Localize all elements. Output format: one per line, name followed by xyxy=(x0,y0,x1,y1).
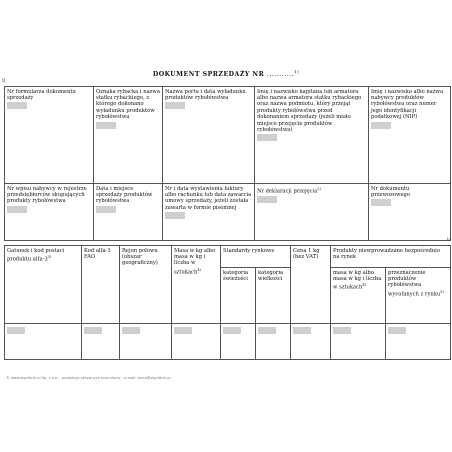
cell-species-value xyxy=(5,324,82,360)
col-not-market xyxy=(331,246,451,268)
cell-invoice xyxy=(163,184,255,241)
page-mark-left: II xyxy=(2,79,6,84)
footer-copyright: © www.signform.pl Sp. z o.o. - produkcja aktywnych formularzy - e-mail: biuro@signform.pl xyxy=(6,376,171,380)
cell-region-value xyxy=(120,324,172,360)
cell-not-market-mass-value xyxy=(331,324,386,360)
input-invoice[interactable] xyxy=(165,212,185,219)
cell-label: Oznaka rybacka i nazwa statku rybackiego, z którego dokonano wyładunku produktów rybołówstwa xyxy=(96,88,160,121)
col-label: Kod alfa-3 FAO xyxy=(84,247,111,260)
document-title xyxy=(0,69,452,78)
input-captain[interactable] xyxy=(257,134,277,141)
cell-label: Nr dokumentu przewozowego xyxy=(371,185,410,198)
col-not-market-mass xyxy=(331,268,386,324)
input-size[interactable] xyxy=(258,327,276,334)
input-declaration[interactable] xyxy=(257,196,277,203)
footnote-2: 2) xyxy=(317,186,321,191)
input-mass[interactable] xyxy=(174,327,192,334)
title-footnote: 1) xyxy=(294,69,300,74)
cell-freshness-value xyxy=(221,324,256,360)
col-standards xyxy=(221,246,291,268)
products-data-row xyxy=(5,324,451,360)
cell-sale-date-place xyxy=(94,184,163,241)
title-text: DOKUMENT SPRZEDAŻY NR xyxy=(152,71,265,79)
cell-price-value xyxy=(291,324,331,360)
col-mass xyxy=(172,246,221,324)
col-label: kategoria świeżości xyxy=(223,269,249,282)
cell-captain xyxy=(255,87,369,184)
col-freshness xyxy=(221,268,256,324)
sale-header-table xyxy=(4,86,451,241)
input-sale-date-place[interactable] xyxy=(96,206,116,213)
input-species[interactable] xyxy=(7,327,25,334)
col-label: Standardy rynkowe xyxy=(223,247,275,254)
products-table xyxy=(4,245,451,360)
cell-label: Nr i data wystawienia faktury albo rachunku lub data zawarcia umowy sprzedaży, jeżeli została zawarta w formie pisemnej xyxy=(165,185,252,211)
col-label: przeznaczenie produktów rybołówstwa wycofanych z rynku xyxy=(388,269,441,298)
header-row-2 xyxy=(5,184,451,241)
cell-label: Nr formularza dokumentu sprzedaży xyxy=(7,88,76,101)
col-label: Rejon połowu (obszar geograficzny) xyxy=(122,247,158,267)
input-transport-doc[interactable] xyxy=(371,199,391,206)
cell-fao-value xyxy=(82,324,120,360)
cell-label: Imię i nazwisko kapitana lub armatora albo nazwa armatora statku rybackiego oraz nazwa podmiotu, który przejął produkty rybołówstwa przed dokonaniem sprzedaży (jeżeli miało miejsce przejęcie produktów rybołówstwa) xyxy=(257,88,362,133)
col-species xyxy=(5,246,82,324)
col-label: masa w kg albo masa w kg i liczba w sztukach xyxy=(333,269,382,292)
col-label: Gatunek i kod postaci produktu alfa-3 xyxy=(7,247,65,263)
input-not-market-purpose[interactable] xyxy=(388,327,406,334)
input-buyer[interactable] xyxy=(371,122,391,129)
input-port-date[interactable] xyxy=(165,102,185,109)
col-fao xyxy=(82,246,120,324)
footnote-5: 5) xyxy=(440,289,444,294)
cell-buyer-register xyxy=(5,184,94,241)
cell-form-number xyxy=(5,87,94,184)
col-label: Masa w kg albo masa w kg i liczba w sztukach xyxy=(174,247,216,276)
page-mark-right: b xyxy=(447,238,450,243)
cell-label: Nazwa portu i data wyładunku produktów rybołówstwa xyxy=(165,88,246,101)
footnote-4: 4) xyxy=(197,267,201,272)
footnote-3: 3) xyxy=(47,254,52,259)
cell-port-date xyxy=(163,87,255,184)
input-freshness[interactable] xyxy=(223,327,241,334)
cell-label: Nr deklaracji przejęcia xyxy=(257,188,318,195)
col-size xyxy=(256,268,291,324)
cell-transport-doc xyxy=(369,184,451,241)
input-price[interactable] xyxy=(293,327,311,334)
cell-mass-value xyxy=(172,324,221,360)
header-row-1 xyxy=(5,87,451,184)
cell-label: Imię i nazwisko albo nazwa nabywcy produktów rybołówstwa oraz numer jego identyfikacji podatkowej (NIP) xyxy=(371,88,444,121)
col-region xyxy=(120,246,172,324)
cell-size-value xyxy=(256,324,291,360)
col-label: Cena 1 kg (bez VAT) xyxy=(293,247,320,260)
input-not-market-mass[interactable] xyxy=(333,327,351,334)
col-not-market-purpose xyxy=(386,268,451,324)
cell-buyer xyxy=(369,87,451,184)
col-label: Produkty niewprowadzane bezpośrednio na rynek xyxy=(333,247,440,260)
cell-vessel xyxy=(94,87,163,184)
cell-label: Data i miejsce sprzedaży produktów rybołówstwa xyxy=(96,185,153,205)
input-vessel[interactable] xyxy=(96,122,116,129)
cell-label: Nr wpisu nabywcy w rejestrze przedsiębiorców skupujących produkty rybołówstwa xyxy=(7,185,87,205)
footnote-4b: 4) xyxy=(362,283,366,288)
document-number-field[interactable]: ........... xyxy=(266,71,295,79)
input-region[interactable] xyxy=(122,327,140,334)
col-price xyxy=(291,246,331,324)
input-form-number[interactable] xyxy=(7,102,27,109)
input-fao[interactable] xyxy=(84,327,102,334)
cell-not-market-purpose-value xyxy=(386,324,451,360)
input-buyer-register[interactable] xyxy=(7,206,27,213)
col-label: kategoria wielkości xyxy=(258,269,284,282)
cell-declaration xyxy=(255,184,369,241)
